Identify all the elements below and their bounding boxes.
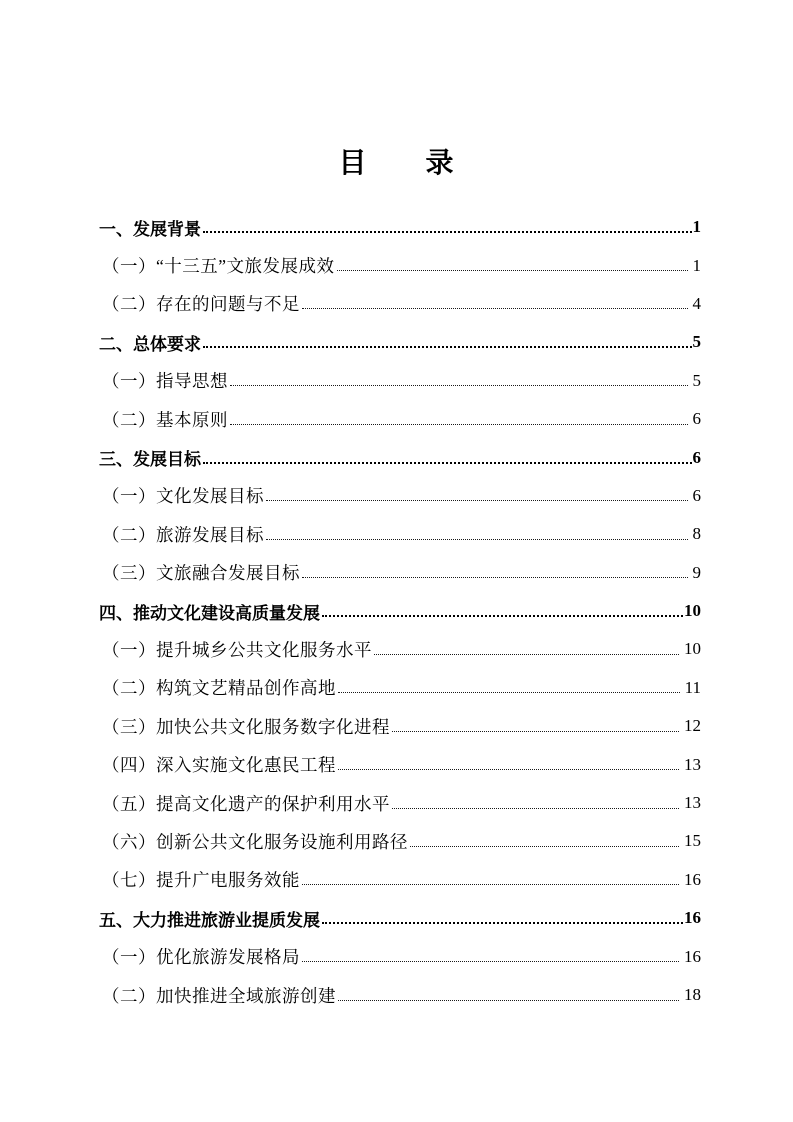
toc-entry-label: （一）指导思想 [102, 371, 228, 392]
toc-entry-page: 11 [684, 677, 701, 697]
dotted-leader [410, 846, 679, 847]
toc-entry-page: 12 [684, 716, 701, 736]
toc-entry-page: 8 [692, 524, 701, 544]
toc-entry-label: （一）优化旅游发展格局 [102, 947, 300, 968]
toc-entry-page: 15 [684, 831, 701, 851]
toc-entry-label: （三）加快公共文化服务数字化进程 [102, 716, 390, 737]
toc-title: 目 录 [338, 148, 455, 179]
toc-entry[interactable] [99, 554, 701, 592]
toc-entry-page: 4 [692, 293, 701, 313]
toc-entry-label: （二）旅游发展目标 [102, 524, 264, 545]
toc-entry[interactable] [99, 937, 701, 975]
toc-entry-label: （六）创新公共文化服务设施利用路径 [102, 831, 408, 852]
toc-entry-page: 6 [692, 485, 701, 505]
toc-entry-label: （二）存在的问题与不足 [102, 294, 300, 315]
dotted-leader [338, 769, 679, 770]
dotted-leader [302, 884, 679, 885]
dotted-leader [266, 500, 688, 501]
dotted-leader [203, 346, 692, 348]
toc-entry[interactable] [99, 515, 701, 553]
toc-entry[interactable] [99, 208, 701, 246]
toc-entry-page: 16 [684, 908, 701, 928]
toc-entry-label: （一）文化发展目标 [102, 486, 264, 507]
toc-entry-label: （七）提升广电服务效能 [102, 870, 300, 891]
dotted-leader [203, 462, 692, 464]
toc-entry-label: 三、发展目标 [99, 450, 201, 470]
toc-entry[interactable] [99, 822, 701, 860]
toc-entry[interactable] [99, 362, 701, 400]
toc-entry[interactable] [99, 477, 701, 515]
toc-entry-label: 五、大力推进旅游业提质发展 [99, 910, 320, 930]
toc-entry-label: （二）基本原则 [102, 409, 228, 430]
dotted-leader [392, 808, 679, 809]
toc-entry-page: 10 [684, 601, 701, 621]
toc-entry-label: （二）构筑文艺精品创作高地 [102, 678, 336, 699]
dotted-leader [374, 654, 679, 655]
toc-entry[interactable] [99, 592, 701, 630]
toc-entry[interactable] [99, 400, 701, 438]
toc-entry-page: 1 [692, 217, 701, 237]
toc-list [99, 208, 701, 1014]
toc-entry[interactable] [99, 976, 701, 1014]
toc-entry[interactable] [99, 669, 701, 707]
toc-entry-page: 18 [684, 985, 701, 1004]
dotted-leader [266, 539, 688, 540]
toc-entry[interactable] [99, 707, 701, 745]
toc-entry-label: （一）提升城乡公共文化服务水平 [102, 639, 372, 660]
toc-entry-page: 13 [684, 793, 701, 813]
dotted-leader [322, 615, 683, 617]
toc-entry-label: （五）提高文化遗产的保护利用水平 [102, 793, 390, 814]
toc-entry-page: 16 [684, 869, 701, 889]
toc-entry-label: 一、发展背景 [99, 219, 201, 239]
toc-entry[interactable] [99, 246, 701, 284]
dotted-leader [322, 922, 683, 924]
toc-entry-page: 16 [684, 946, 701, 966]
dotted-leader [302, 577, 688, 578]
dotted-leader [230, 424, 688, 425]
toc-entry[interactable] [99, 438, 701, 476]
dotted-leader [302, 961, 679, 962]
toc-entry-page: 6 [692, 409, 701, 429]
toc-entry-page: 10 [684, 639, 701, 659]
toc-entry-label: （一）“十三五”文旅发展成效 [102, 256, 335, 277]
toc-entry-page: 6 [692, 447, 701, 467]
dotted-leader [337, 270, 688, 271]
toc-entry[interactable] [99, 323, 701, 361]
dotted-leader [338, 692, 680, 693]
toc-entry-page: 13 [684, 754, 701, 774]
toc-entry-page: 5 [692, 370, 701, 390]
toc-entry-label: （二）加快推进全域旅游创建 [102, 985, 336, 1006]
dotted-leader [230, 385, 688, 386]
toc-entry[interactable] [99, 861, 701, 899]
toc-entry[interactable] [99, 285, 701, 323]
toc-entry[interactable] [99, 784, 701, 822]
toc-entry-page: 9 [692, 562, 701, 582]
toc-entry[interactable] [99, 745, 701, 783]
toc-entry-label: （三）文旅融合发展目标 [102, 563, 300, 584]
dotted-leader [338, 1000, 679, 1001]
toc-entry[interactable] [99, 899, 701, 937]
dotted-leader [203, 231, 692, 233]
dotted-leader [392, 731, 679, 732]
toc-entry-label: （四）深入实施文化惠民工程 [102, 755, 336, 776]
toc-entry[interactable] [99, 630, 701, 668]
dotted-leader [302, 308, 688, 309]
toc-entry-page: 5 [692, 332, 701, 352]
toc-entry-label: 二、总体要求 [99, 334, 201, 354]
toc-entry-page: 1 [692, 255, 701, 275]
toc-entry-label: 四、推动文化建设高质量发展 [99, 603, 320, 623]
